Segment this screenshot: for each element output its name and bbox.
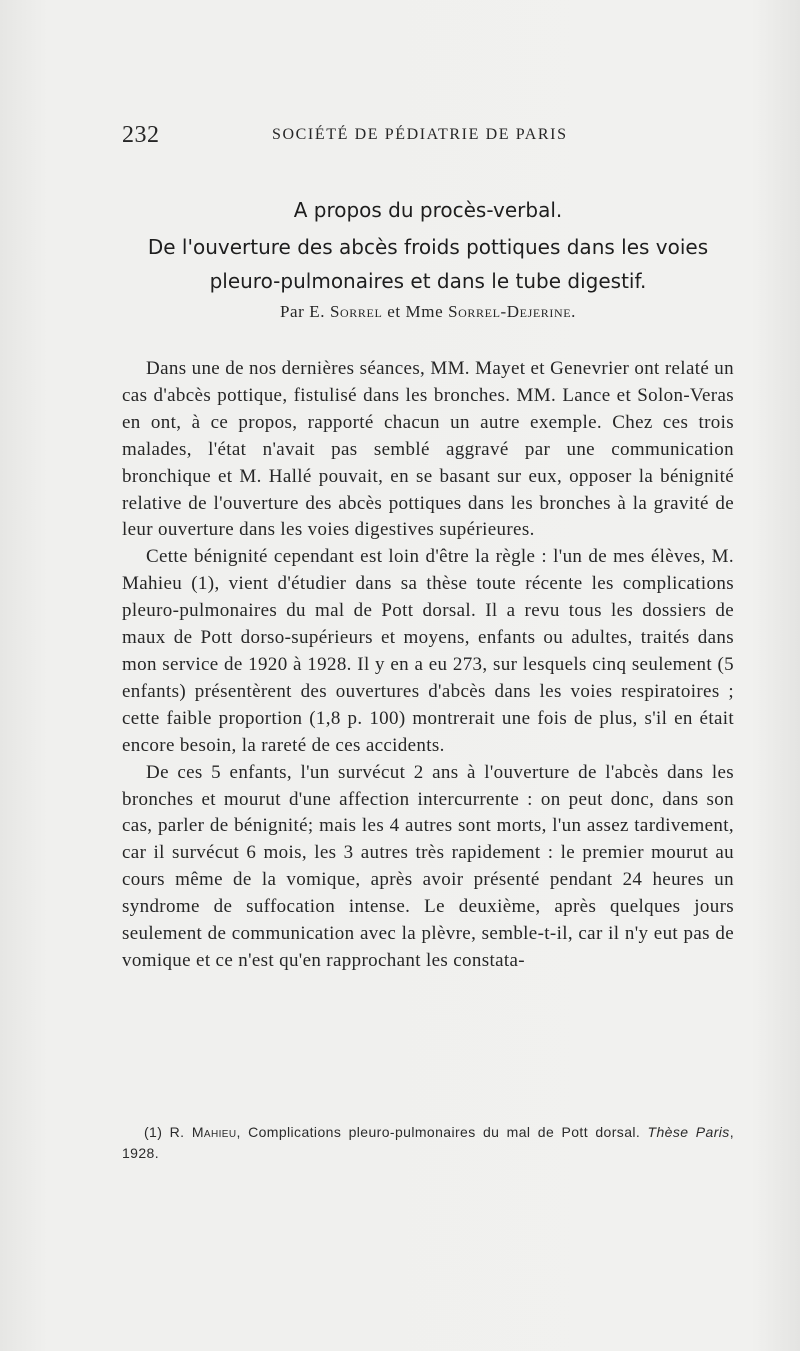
body-paragraph: De ces 5 enfants, l'un survécut 2 ans à l'ouverture de l'abcès dans les bronches et mourut d'une affection intercurrente : on peut donc, dans son cas, parler de bénignité; mais les 4 autres sont morts, l'un assez tardivement, car il survécut 6 mois, les 3 autres très rapidement : le premier mourut au cours même de la vomique, après avoir présenté pendant 24 heures un syndrome de suffocation intense. Le deuxième, après quelques jours seulement de communication avec la plèvre, semble-t-il, car il n'y eut pas de vomique et ce n'est qu'en rapprochant les constata- xyxy=(122,761,734,971)
footnote-year: , 1928. xyxy=(122,1124,734,1161)
byline-end: . xyxy=(571,302,577,321)
byline-prefix: Par E. xyxy=(279,302,326,321)
running-head xyxy=(122,122,734,152)
author-sorrel: Sorrel xyxy=(329,302,383,321)
footnote-text: , Complications pleuro-pulmonaires du mal de Pott dorsal. xyxy=(236,1124,641,1140)
body-paragraph: Dans une de nos dernières séances, MM. Mayet et Genevrier ont relaté un cas d'abcès pottique, fistulisé dans les bronches. MM. Lance et Solon-Veras en ont, à ce propos, rapporté chacun un autre exemple. Chez ces trois malades, l'état n'avait pas semblé aggravé par une communication bronchique et M. Hallé pouvait, en se basant sur eux, opposer la bénignité relative de l'ouverture des abcès pottiques dans les bronches à la gravité de leur ouverture dans les voies digestives supérieures. xyxy=(122,358,734,541)
article-title-line2: De l'ouverture des abcès froids pottiques dans les voies pleuro-pulmonaires et dans le tube digestif. xyxy=(147,235,709,293)
author-sorrel-dejerine: Sorrel-Dejerine xyxy=(448,302,572,321)
footnote-author: Mahieu xyxy=(191,1124,237,1140)
article-body xyxy=(122,356,734,975)
footnote-marker: (1) R. xyxy=(144,1124,185,1140)
article-title-line1: A propos du procès-verbal. xyxy=(293,198,563,222)
article-byline xyxy=(122,302,734,322)
page-number: 232 xyxy=(122,122,160,148)
footnote-venue: Thèse Paris xyxy=(647,1124,730,1140)
footnote xyxy=(122,1122,734,1164)
body-paragraph: Cette bénignité cependant est loin d'être la règle : l'un de mes élèves, M. Mahieu (1), vient d'étudier dans sa thèse toute récente les complications pleuro-pulmonaires du mal de Pott dorsal. Il a revu tous les dossiers de maux de Pott dorso-supérieurs et moyens, enfants ou adultes, traités dans mon service de 1920 à 1928. Il y en a eu 273, sur lesquels cinq seulement (5 enfants) présentèrent des ouvertures d'abcès dans les voies respiratoires ; cette faible proportion (1,8 p. 100) montrerait une fois de plus, s'il en était encore besoin, la rareté de ces accidents. xyxy=(122,546,734,756)
byline-middle: et Mme xyxy=(387,302,444,321)
journal-title: SOCIÉTÉ DE PÉDIATRIE DE PARIS xyxy=(272,126,568,143)
article-heading xyxy=(122,196,734,298)
